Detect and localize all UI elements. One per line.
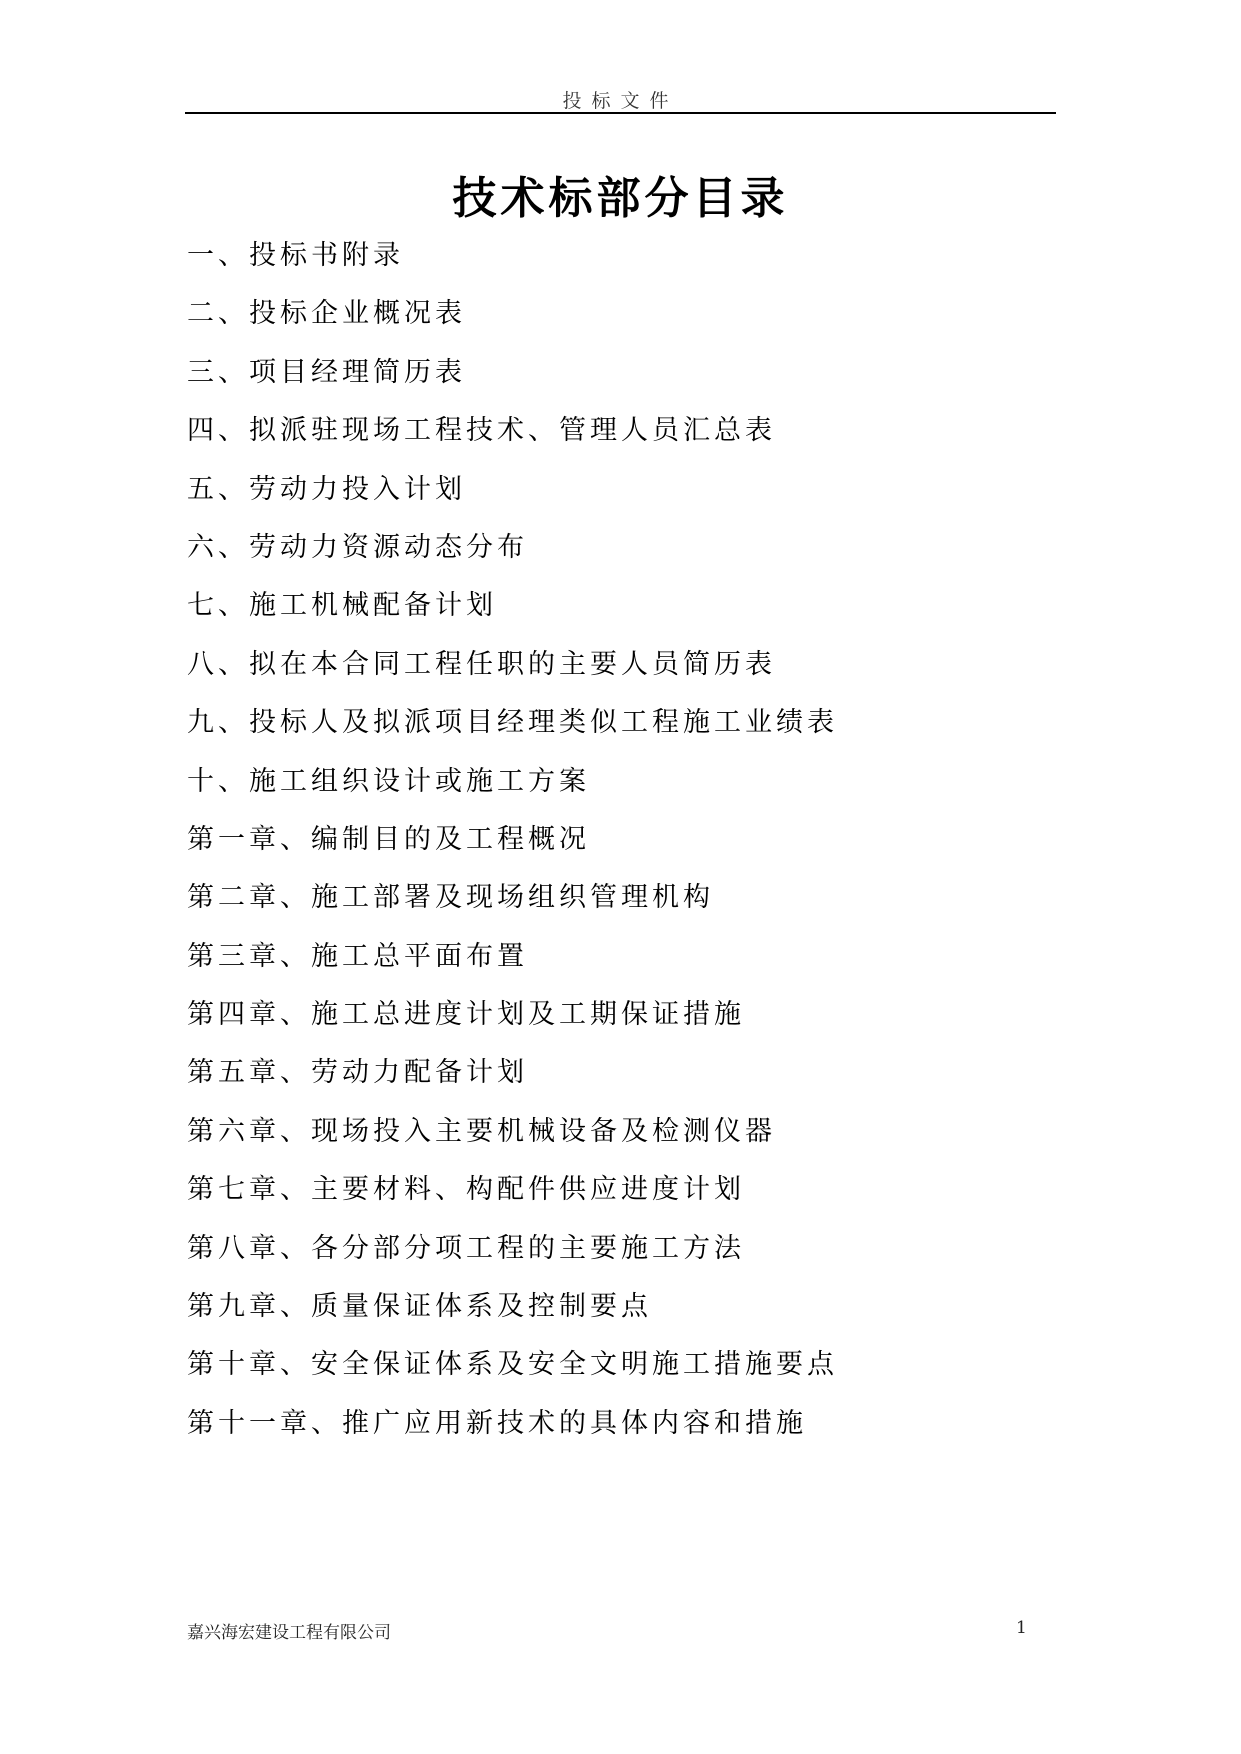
toc-item: 第十章、安全保证体系及安全文明施工措施要点 — [187, 1349, 838, 1381]
toc-item: 第六章、现场投入主要机械设备及检测仪器 — [187, 1115, 776, 1147]
page-number: 1 — [1016, 1618, 1027, 1638]
toc-item: 六、劳动力资源动态分布 — [187, 531, 528, 563]
toc-item: 第十一章、推广应用新技术的具体内容和措施 — [187, 1407, 807, 1439]
toc-item: 第三章、施工总平面布置 — [187, 940, 528, 972]
toc-item: 第七章、主要材料、构配件供应进度计划 — [187, 1174, 745, 1206]
toc-item: 第四章、施工总进度计划及工期保证措施 — [187, 999, 745, 1031]
document-title: 技术标部分目录 — [452, 173, 789, 224]
toc-item: 一、投标书附录 — [187, 240, 404, 271]
running-header: 投标文件 — [562, 90, 679, 112]
toc-item: 九、投标人及拟派项目经理类似工程施工业绩表 — [187, 707, 838, 739]
toc-item: 七、施工机械配备计划 — [187, 590, 497, 622]
toc-item: 第九章、质量保证体系及控制要点 — [187, 1291, 652, 1323]
toc-item: 四、拟派驻现场工程技术、管理人员汇总表 — [187, 415, 776, 447]
toc-item: 第八章、各分部分项工程的主要施工方法 — [187, 1232, 745, 1264]
footer-company-name: 嘉兴海宏建设工程有限公司 — [187, 1623, 391, 1643]
toc-item: 五、劳动力投入计划 — [187, 473, 466, 505]
toc-item: 十、施工组织设计或施工方案 — [187, 765, 590, 797]
toc-item: 二、投标企业概况表 — [187, 298, 466, 330]
table-of-contents — [187, 232, 838, 1458]
header-divider — [185, 112, 1056, 114]
toc-item: 第一章、编制目的及工程概况 — [187, 823, 590, 855]
toc-item: 八、拟在本合同工程任职的主要人员简历表 — [187, 648, 776, 680]
toc-item: 第二章、施工部署及现场组织管理机构 — [187, 882, 714, 914]
toc-item: 第五章、劳动力配备计划 — [187, 1057, 528, 1089]
toc-item: 三、项目经理简历表 — [187, 356, 466, 388]
